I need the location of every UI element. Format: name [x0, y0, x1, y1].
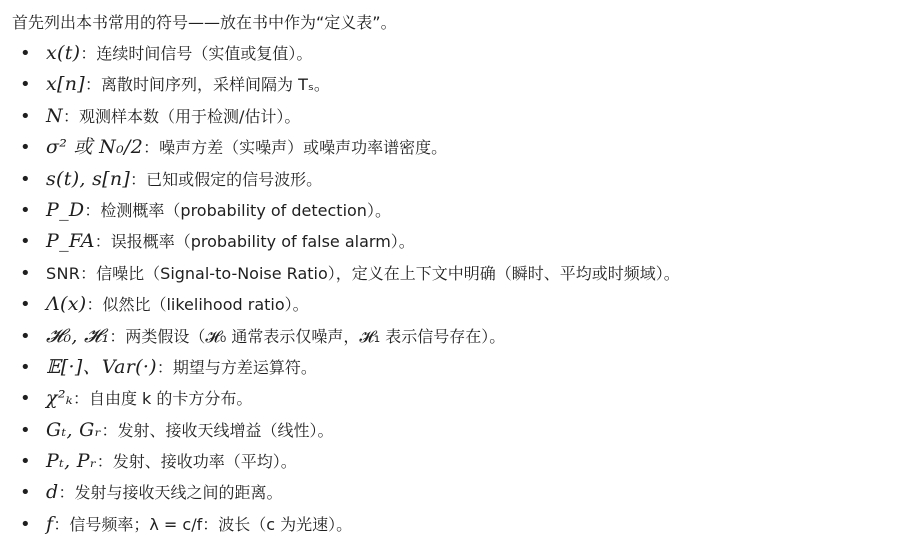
symbol: d — [46, 481, 59, 504]
symbol: s(t), s[n] — [46, 167, 131, 190]
symbol: N — [46, 104, 63, 127]
definition-text: ：观测样本数（用于检测/估计）。 — [62, 106, 301, 126]
symbol: SNR — [46, 263, 81, 283]
definition-text: ：似然比（likelihood ratio）。 — [86, 295, 309, 315]
symbol: x(t) — [46, 42, 81, 64]
symbol: 𝔼[·]、Var(·) — [46, 355, 157, 378]
definition-text: ：误报概率（probability of false alarm）。 — [94, 232, 415, 252]
bullet-icon: • — [20, 482, 31, 504]
symbol: σ² 或 N₀/2 — [46, 136, 144, 159]
list-item — [12, 383, 907, 414]
symbol: P_D — [46, 198, 85, 221]
bullet-icon: • — [20, 105, 31, 127]
definition-text: ：信噪比（Signal-to-Noise Ratio），定义在上下文中明确（瞬时、平均或时频域）。 — [80, 263, 680, 283]
definition-text: ：发射、接收天线增益（线性）。 — [101, 420, 334, 440]
definition-text: ：已知或假定的信号波形。 — [130, 169, 323, 189]
symbol: 𝓗₀, 𝓗₁ — [46, 324, 110, 347]
definition-text: ：期望与方差运算符。 — [156, 357, 317, 377]
list-item — [12, 195, 907, 226]
intro-text: 首先列出本书常用的符号——放在书中作为“定义表”。 — [12, 13, 397, 32]
symbol: P_FA — [46, 230, 95, 253]
symbol: f — [46, 512, 54, 535]
bullet-icon: • — [20, 388, 31, 410]
list-item — [12, 415, 907, 446]
list-item — [12, 509, 907, 540]
definition-text: ：发射、接收功率（平均）。 — [96, 452, 297, 472]
bullet-icon: • — [20, 325, 31, 347]
bullet-icon: • — [20, 231, 31, 253]
list-item — [12, 226, 907, 257]
list-item — [12, 132, 907, 163]
bullet-icon: • — [20, 419, 31, 441]
symbol: Pₜ, Pᵣ — [46, 450, 97, 473]
bullet-icon: • — [20, 513, 31, 535]
list-item — [12, 352, 907, 383]
symbol: Λ(x) — [46, 293, 87, 316]
definition-text: ：自由度 k 的卡方分布。 — [72, 389, 253, 409]
bullet-icon: • — [20, 262, 31, 284]
bullet-icon: • — [20, 451, 31, 473]
bullet-icon: • — [20, 294, 31, 316]
bullet-icon: • — [20, 199, 31, 221]
bullet-icon: • — [20, 137, 31, 159]
bullet-icon: • — [20, 74, 31, 96]
symbol: x[n] — [46, 73, 85, 96]
list-item — [12, 321, 907, 352]
definition-text: ：信号频率；λ = c/f：波长（c 为光速）。 — [53, 514, 353, 534]
list-item — [12, 69, 907, 100]
list-item — [12, 258, 907, 289]
list-item — [12, 477, 907, 508]
symbol: χ²ₖ — [46, 387, 73, 410]
definition-text: ：连续时间信号（实值或复值）。 — [80, 44, 313, 63]
definition-text: ：发射与接收天线之间的距离。 — [58, 483, 283, 503]
definition-text: ：噪声方差（实噪声）或噪声功率谱密度。 — [143, 138, 448, 158]
definition-text: ：检测概率（probability of detection）。 — [84, 200, 391, 220]
bullet-icon: • — [20, 168, 31, 190]
definition-list — [12, 38, 907, 540]
symbol: Gₜ, Gᵣ — [46, 418, 102, 441]
list-item — [12, 289, 907, 320]
bullet-icon: • — [20, 43, 31, 64]
list-item — [12, 101, 907, 132]
list-item — [12, 38, 907, 69]
list-item — [12, 164, 907, 195]
bullet-icon: • — [20, 356, 31, 378]
definition-text: ：离散时间序列，采样间隔为 Tₛ。 — [84, 75, 330, 95]
definition-text: ：两类假设（𝓗₀ 通常表示仅噪声，𝓗₁ 表示信号存在）。 — [109, 326, 506, 346]
list-item — [12, 446, 907, 477]
